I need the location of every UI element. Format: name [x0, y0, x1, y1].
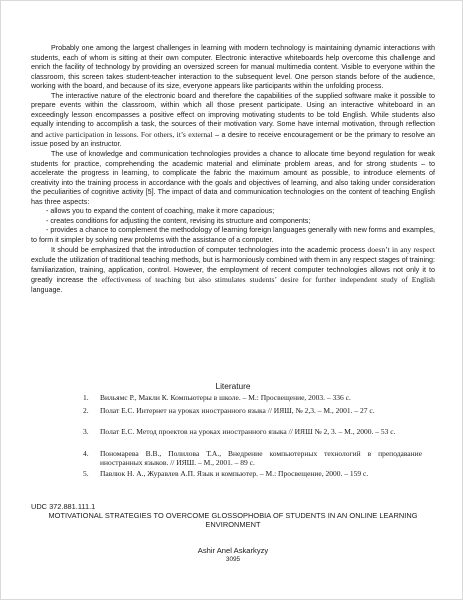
reference-text: Вильямс Р., Макли К. Компьютеры в школе. – М.: Просвещение, 2003. – 336 с. — [100, 393, 351, 402]
aspect-item-1: - allows you to expand the content of coaching, make it more capacious; — [46, 207, 275, 216]
paragraph-3: The use of knowledge and communication technologies provides a chance to allocate time beyond regulation for weak students for practice, comprehending the academic material and eliminate problem areas, and for strong students – to accelerate the progress in learning, to complicate the fabric the maximum amount as possible, to introduce elements of creativity into the training process in accordance with the goals and objectives of learning, and also taking under consideration the peculiarities of cognitive activity [5]. The impact of data and communication technologies on the content of teaching English has three aspects: — [31, 150, 435, 206]
paragraph-2: The interactive nature of the electronic board and therefore the capabilities of the supplied software make it possible to prepare events within the classroom, within which all those present participate. Using an interactive whiteboard in an exceedingly lesson encompasses a positive effect on improving motivating students to be told English. While students also equally intending to accomplish a task, the sources of their motivation vary. Some have internal motivation, through reflection and active participation in lessons. For others, it’s external – a desire to receive encouragement or be the primary to resolve an issue posed by an instructor. — [31, 91, 436, 149]
aspect-item-3: - provides a chance to complement the methodology of learning foreign languages generally with new forms and examples, to form it simpler by solving new problems with the assistance of a computer. — [31, 226, 435, 244]
reference-number: 2. — [83, 406, 89, 415]
reference-text: Павлюк Н. А., Журавлев А.П. Язык и компьютер. – М.: Просвещение, 2000. – 159 с. — [100, 469, 369, 478]
reference-text: Полат Е.С. Интернет на уроках иностранного языка // ИЯШ, № 2,3. – М., 2001. – 27 с. — [100, 406, 375, 415]
aspect-item-2: - creates conditions for adjusting the content, revising its structure and components; — [46, 216, 311, 225]
paragraph-2-serif-fragment: active participation in lessons. For others, it’s external — [45, 129, 213, 139]
reference-text: Полат Е.С. Метод проектов на уроках иностранного языка // ИЯШ № 2, 3. – М., 2000. – 53 с. — [100, 427, 396, 436]
paragraph-1: Probably one among the largest challenges in learning with modern technology is maintaining dynamic interactions with students, each of whom is sitting at their own computer. Electronic interactive whiteboards help overcome this challenge and enrich the facility of technology by providing an oversized screen for manual multimedia content. Visible to everyone within the classroom, this screen takes student-teacher interaction to the subsequent level. One person stands before of the audience, working with the board, and because of its size, everyone appears like participants within the unfolding process. — [31, 44, 435, 91]
author-name: Ashir Anel Askarkyzy — [197, 546, 269, 555]
reference-text: Пономарева В.В., Полилова Т.А., Внедрение компьютерных технологий в преподавание иностранных языков. // ИЯШ. – М., 2001. – 89 с. — [100, 449, 422, 467]
page-number: 3095 — [225, 556, 241, 563]
article-body — [31, 44, 435, 295]
udc-code: UDC 372.881.111.1 — [31, 502, 96, 511]
literature-heading: Literature — [215, 381, 251, 391]
paragraph-4: It should be emphasized that the introduction of computer technologies into the academic process doesn’t in any respect exclude the utilization of traditional teaching methods, but is harmoniously combined with them in any respect stages of training: familiarization, training, application, control. However, the employment of recent computer technologies allows not only it to greatly increase the effectiveness of teaching but also stimulates students’ desire for further independent study of English language. — [31, 245, 435, 294]
article-title: MOTIVATIONAL STRATEGIES TO OVERCOME GLOSSOPHOBIA OF STUDENTS IN AN ONLINE LEARNING ENVIRONMENT — [48, 511, 418, 529]
reference-number: 1. — [83, 393, 89, 402]
reference-number: 3. — [83, 427, 89, 436]
reference-number: 4. — [83, 449, 89, 458]
reference-number: 5. — [83, 469, 89, 478]
